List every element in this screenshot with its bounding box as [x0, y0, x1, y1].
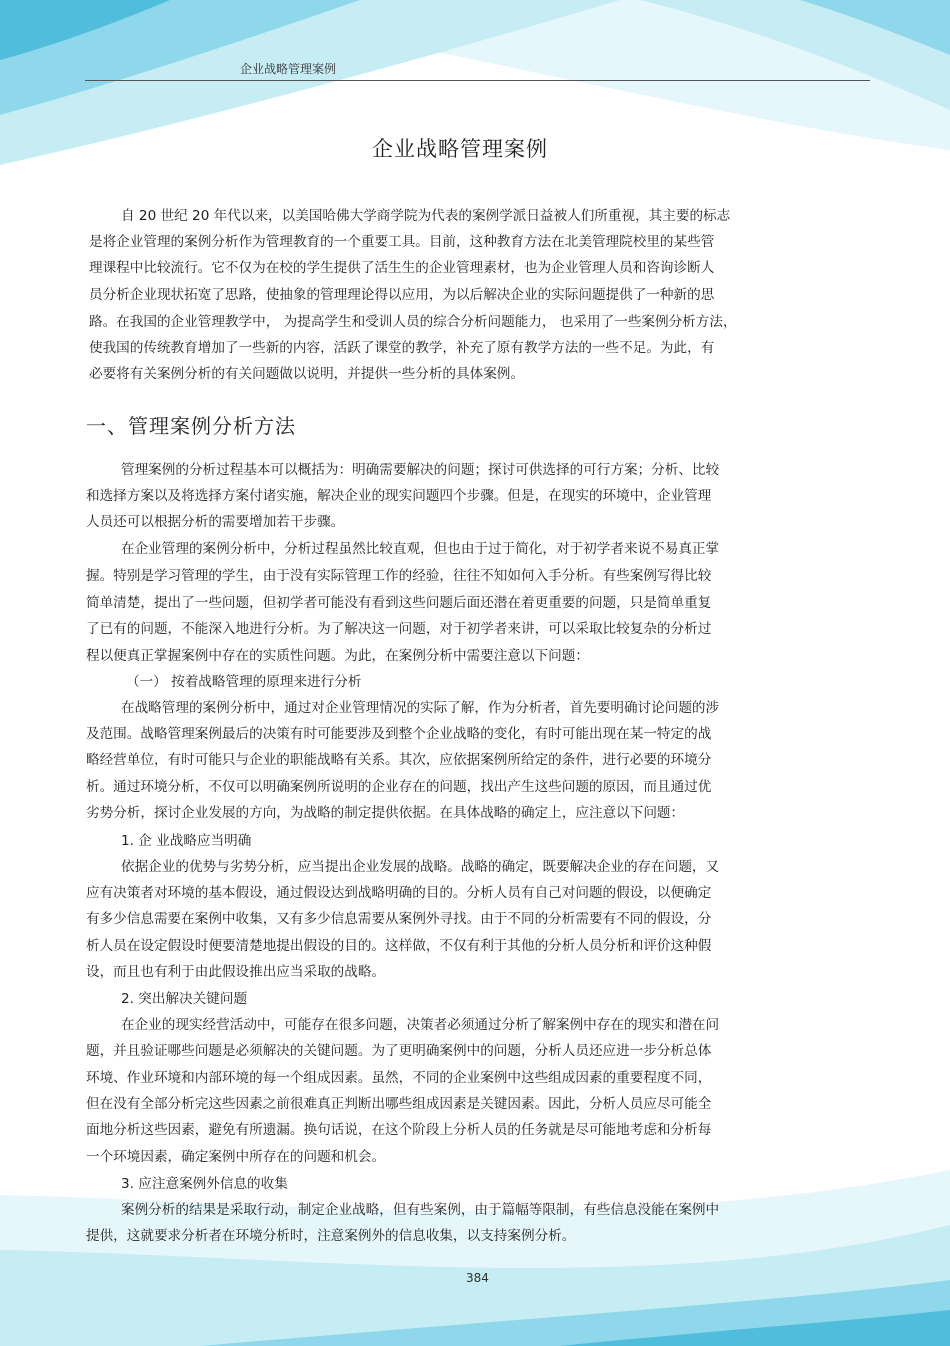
- header-rule: [85, 80, 870, 81]
- text-line: 自 20 世纪 20 年代以来，以美国哈佛大学商学院为代表的案例学派日益被人们所重视，其主要的标志: [121, 208, 731, 224]
- text-line: 在企业管理的案例分析中，分析过程虽然比较直观，但也由于过于简化，对于初学者来说不易真正掌: [121, 541, 720, 557]
- text-line: 程以便真正掌握案例中存在的实质性问题。为此，在案例分析中需要注意以下问题：: [86, 648, 589, 664]
- text-line: 使我国的传统教育增加了一些新的内容，活跃了课堂的教学，补充了原有教学方法的一些不足。为此，有: [89, 340, 715, 356]
- text-line: 一个环境因素，确定案例中所存在的问题和机会。: [86, 1149, 386, 1165]
- text-line: 在企业的现实经营活动中，可能存在很多问题，决策者必须通过分析了解案例中存在的现实和潜在问: [121, 1017, 720, 1033]
- text-line: 及范围。战略管理案例最后的决策有时可能要涉及到整个企业战略的变化，有时可能出现在某一特定的战: [86, 726, 712, 742]
- text-line: 是将企业管理的案例分析作为管理教育的一个重要工具。目前，这种教育方法在北美管理院校里的某些管: [89, 234, 715, 250]
- subheading: 2. 突出解决关键问题: [121, 991, 248, 1007]
- text-line: 提供，这就要求分析者在环境分析时，注意案例外的信息收集，以支持案例分析。: [86, 1228, 576, 1244]
- running-header: 企业战略管理案例: [240, 62, 337, 76]
- text-line: 析。通过环境分析，不仅可以明确案例所说明的企业存在的问题，找出产生这些问题的原因，而且通过优: [86, 779, 712, 795]
- subheading: 3. 应注意案例外信息的收集: [121, 1176, 288, 1192]
- text-line: 面地分析这些因素，避免有所遗漏。换句话说，在这个阶段上分析人员的任务就是尽可能地考虑和分析每: [86, 1122, 712, 1138]
- text-line: 应有决策者对环境的基本假设，通过假设达到战略明确的目的。分析人员有自己对问题的假设，以便确定: [86, 885, 712, 901]
- text-line: 握。特别是学习管理的学生，由于没有实际管理工作的经验，往往不知如何入手分析。有些案例写得比较: [86, 568, 712, 584]
- text-line: 在战略管理的案例分析中，通过对企业管理情况的实际了解，作为分析者，首先要明确讨论问题的涉: [121, 700, 720, 716]
- subheading: 1. 企 业战略应当明确: [121, 833, 252, 849]
- text-line: 必要将有关案例分析的有关问题做以说明，并提供一些分析的具体案例。: [89, 366, 524, 382]
- text-line: 和选择方案以及将选择方案付诸实施，解决企业的现实问题四个步骤。但是，在现实的环境中，企业管理: [86, 488, 712, 504]
- text-line: 但在没有全部分析完这些因素之前很难真正判断出哪些组成因素是关键因素。因此，分析人员应尽可能全: [86, 1096, 712, 1112]
- text-line: 路。在我国的企业管理教学中， 为提高学生和受训人员的综合分析问题能力， 也采用了一些案例分析方法，: [89, 314, 737, 330]
- document-title: 企业战略管理案例: [372, 137, 548, 161]
- text-line: 设，而且也有利于由此假设推出应当采取的战略。: [86, 964, 386, 980]
- text-line: 人员还可以根据分析的需要增加若干步骤。: [86, 514, 345, 530]
- text-line: 简单清楚，提出了一些问题，但初学者可能没有看到这些问题后面还潜在着更重要的问题，只是简单重复: [86, 595, 712, 611]
- subheading: （一） 按着战略管理的原理来进行分析: [126, 674, 362, 690]
- text-line: 析人员在设定假设时便要清楚地提出假设的目的。这样做，不仅有利于其他的分析人员分析和评价这种假: [86, 938, 712, 954]
- text-line: 理课程中比较流行。它不仅为在校的学生提供了活生生的企业管理素材，也为企业管理人员和咨询诊断人: [89, 260, 715, 276]
- text-line: 依据企业的优势与劣势分析，应当提出企业发展的战略。战略的确定，既要解决企业的存在问题，又: [121, 859, 720, 875]
- text-line: 员分析企业现状拓宽了思路，使抽象的管理理论得以应用，为以后解决企业的实际问题提供了一种新的思: [89, 287, 715, 303]
- text-line: 管理案例的分析过程基本可以概括为：明确需要解决的问题；探讨可供选择的可行方案；分析、比较: [121, 462, 720, 478]
- text-line: 有多少信息需要在案例中收集，又有多少信息需要从案例外寻找。由于不同的分析需要有不同的假设，分: [86, 911, 712, 927]
- text-line: 案例分析的结果是采取行动，制定企业战略，但有些案例，由于篇幅等限制，有些信息没能在案例中: [121, 1202, 720, 1218]
- text-line: 了已有的问题，不能深入地进行分析。为了解决这一问题，对于初学者来讲，可以采取比较复杂的分析过: [86, 621, 712, 637]
- text-line: 劣势分析，探讨企业发展的方向，为战略的制定提供依据。在具体战略的确定上，应注意以下问题：: [86, 805, 685, 821]
- text-line: 略经营单位，有时可能只与企业的职能战略有关系。其次，应依据案例所给定的条件，进行必要的环境分: [86, 752, 712, 768]
- section-heading: 一、管理案例分析方法: [86, 414, 296, 438]
- text-line: 题，并且验证哪些问题是必须解决的关键问题。为了更明确案例中的问题，分析人员还应进一步分析总体: [86, 1043, 712, 1059]
- text-line: 环境、作业环境和内部环境的每一个组成因素。虽然，不同的企业案例中这些组成因素的重要程度不同，: [86, 1070, 712, 1086]
- page-number: 384: [466, 1271, 489, 1285]
